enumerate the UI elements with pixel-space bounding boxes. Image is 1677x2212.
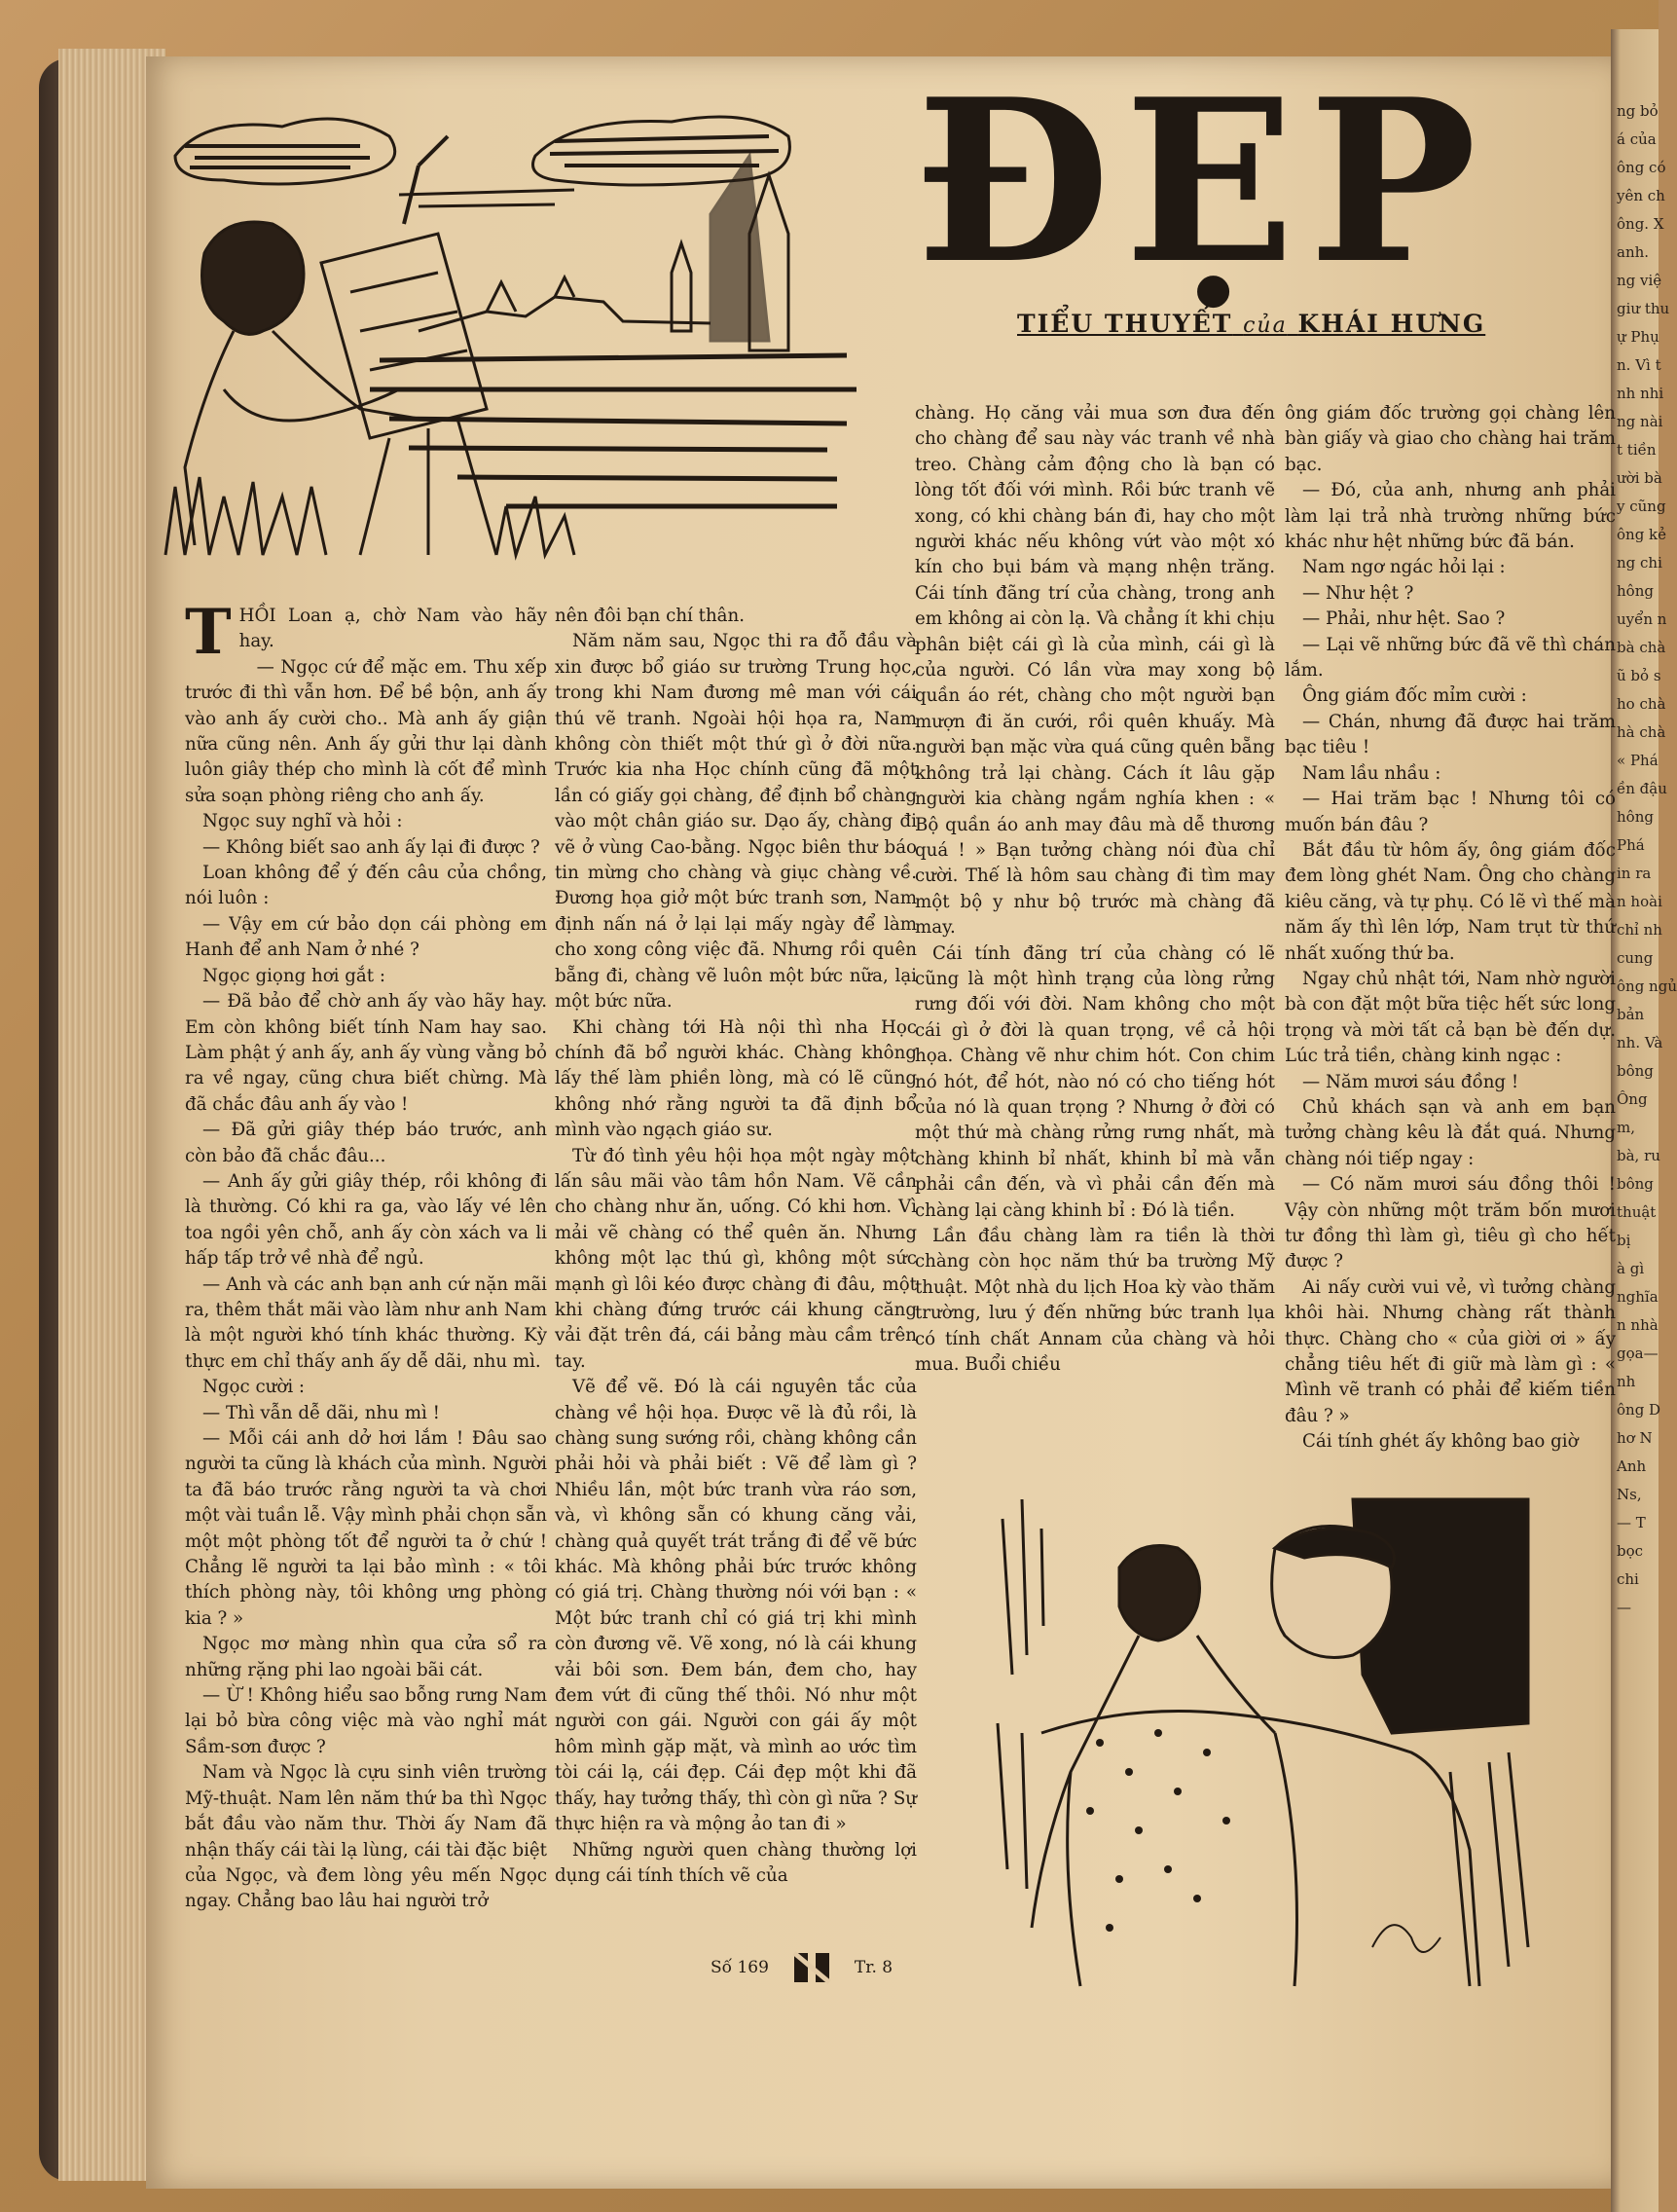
paragraph: — Hai trăm bạc ! Nhưng tôi có muốn bán đâu ? — [1285, 789, 1616, 835]
paragraph: — Ngọc cứ để mặc em. Thu xếp trước đi thì vẫn hơn. Để bề bộn, anh ấy vào anh ấy cười cho.. Mà anh ấy giận nữa cũng nên. Anh ấy gửi thư lại dành luôn giây thép cho mình là cốt để mình sửa soạn phòng riêng cho anh ấy. — [185, 656, 547, 806]
paragraph: Ngọc cười : — [202, 1377, 306, 1398]
paragraph: Vẽ để vẽ. Đó là cái nguyên tắc của chàng về hội họa. Được vẽ là đủ rồi, là chàng sung sướng rồi, chàng không cần phải hỏi và phải biết : Vẽ để làm gì ? Nhiều lần, một bức tranh vừa ráo sơn, và, vì không sẵn có khung căng vải, chàng quả quyết trát trắng đi để vẽ bức khác. Mà không phải bức trước không có giá trị. Chàng thường nói với bạn : « Một bức tranh chỉ có giá trị khi mình còn đương vẽ. Vẽ xong, nó là cái khung vải bôi sơn. Đem bán, đem cho, hay đem vứt đi cũng thế thôi. Nó như một người con gái. Người con gái ấy một hôm mình gặp mặt, và mình ao ước tìm tòi cái lạ, cái đẹp. Cái đẹp một khi đã thấy, hay tưởng thấy, thì còn gì nữa ? Sự thực hiện ra và mộng ảo tan đi » — [555, 1377, 917, 1835]
paragraph: Lần đầu chàng làm ra tiền là thời chàng còn học năm thứ ba trường Mỹ thuật. Một nhà du lịch Hoa kỳ vào thăm trường, lưu ý đến những bức tranh lụa có tính chất Annam của chàng và hỏi mua. Buổi chiều — [915, 1226, 1275, 1376]
paragraph: — Đã bảo để chờ anh ấy vào hãy hay. Em còn không biết tính Nam hay sao. Làm phật ý anh ấy, anh ấy vùng vằng bỏ ra về ngay, cũng chưa biết chừng. Mà đã chắc đâu anh ấy vào ! — [185, 991, 547, 1115]
paragraph: — Ừ ! Không hiểu sao bỗng rưng Nam lại bỏ bừa công việc mà vào nghỉ mát Sầm-sơn được ? — [185, 1685, 547, 1757]
paragraph: — Chán, nhưng đã được hai trăm bạc tiêu ! — [1285, 711, 1616, 758]
drop-cap: T — [185, 596, 232, 669]
story-subtitle — [1017, 310, 1485, 338]
magazine-logo-icon — [790, 1949, 833, 1986]
paragraph: Ngọc suy nghĩ và hỏi : — [202, 811, 403, 832]
paragraph: Bắt đầu từ hôm ấy, ông giám đốc đem lòng ghét Nam. Ông cho chàng kiêu căng, và tự phụ. Có lẽ vì thế mà năm ấy thì lên lớp, Nam trụt từ thứ nhất xuống thứ ba. — [1285, 839, 1616, 964]
author-name: KHÁI HƯNG — [1297, 310, 1486, 338]
paragraph: chàng. Họ căng vải mua sơn đưa đến cho chàng để sau này vác tranh về nhà treo. Chàng cảm động cho là bạn có lòng tốt đối với mình. Rồi bức tranh vẽ xong, có khi chàng bán đi, hay cho một người khác nếu không vứt vào một xó kín cho bụi bám và mạng nhện trăng. Cái tính đãng trí của chàng, trong anh em không ai còn lạ. Và chẳng ít khi chịu phân biệt cái gì là của mình, cái gì là của người. Có lần vừa may xong bộ quần áo rét, chàng cho một người bạn mượn đi ăn cưới, rồi quên khuấy. Mà người bạn mặc vừa quá cũng quên bẵng không trả lại chàng. Cách ít lâu gặp người kia chàng ngắm nghía khen : « Bộ quần áo anh may đâu mà dễ thương quá ! » Bạn tưởng chàng nói đùa chỉ cười. Thế là hôm sau chàng đi tìm may một bộ y như bộ trước mà chàng đã may. — [915, 403, 1275, 939]
paragraph: — Năm mươi sáu đồng ! — [1302, 1071, 1519, 1092]
paragraph: Ông giám đốc mỉm cười : — [1302, 685, 1527, 707]
paragraph: Nam lầu nhầu : — [1302, 762, 1441, 784]
subtitle-prefix: TIỂU THUYẾT — [1017, 310, 1233, 338]
paragraph: — Có năm mươi sáu đồng thôi ! Vậy còn những một trăm bốn mươi tư đồng thì làm gì, tiêu gì cho hết được ? — [1285, 1174, 1616, 1272]
paragraph: Khi chàng tới Hà nội thì nha Học chính đã bổ người khác. Chàng không lấy thế làm phiền lòng, mà có lẽ cũng không nhớ rằng người ta đã định bổ mình vào ngạch giáo sư. — [555, 1016, 917, 1141]
paragraph: Cái tính ghét ấy không bao giờ — [1302, 1431, 1579, 1453]
paragraph: Từ đó tình yêu hội họa một ngày một lấn sâu mãi vào tâm hồn Nam. Vẽ cần cho chàng như ăn, uống. Có khi hơn. Vì mải vẽ chàng có thể quên ăn. Nhưng không một lạc thú gì, không một sức mạnh gì lôi kéo được chàng đi đâu, một khi chàng đứng trước cái khung căng vải đặt trên đá, cái bảng màu cầm trên tay. — [555, 1145, 917, 1372]
issue-number: Số 169 — [711, 1958, 769, 1977]
paragraph: Ngọc mơ màng nhìn qua cửa sổ ra những rặng phi lao ngoài bãi cát. — [185, 1634, 547, 1680]
paragraph: — Thì vẫn dễ dãi, nhu mì ! — [202, 1402, 440, 1423]
paragraph: Ai nấy cười vui vẻ, vì tưởng chàng khôi hài. Nhưng chàng rất thành thực. Chàng cho « của giời ơi » ấy chẳng tiêu hết đi giữ mà làm gì : « Mình vẽ tranh có phải để kiếm tiền đâu ? » — [1285, 1276, 1616, 1426]
page-footer — [711, 1949, 893, 1986]
paragraph: — Vậy em cứ bảo dọn cái phòng em Hanh để anh Nam ở nhé ? — [185, 913, 547, 961]
paragraph: HỒI Loan ạ, chờ Nam vào hãy hay. — [238, 606, 547, 652]
paragraph: ông giám đốc trường gọi chàng lên bàn giấy và giao cho chàng hai trăm bạc. — [1285, 403, 1616, 475]
page-number: Tr. 8 — [854, 1958, 893, 1977]
paragraph: Loan không để ý đến câu của chồng, nói luôn : — [185, 863, 547, 909]
next-page-edge — [1611, 29, 1677, 2212]
paragraph: — Đã gửi giây thép báo trước, anh còn bảo đã chắc đâu... — [185, 1120, 547, 1166]
paragraph: Ngọc giọng hơi gắt : — [202, 965, 385, 986]
painter-illustration — [165, 97, 895, 574]
couple-illustration — [983, 1480, 1538, 1996]
paragraph: Những người quen chàng thường lợi dụng cái tính thích vẽ của — [555, 1839, 917, 1886]
next-page-text: ng bỏ á của ông có yên ch ông. X anh. ng việ giư thu ự Phụ n. Vì t nh nhi ng nài t tiền ười bà y cũng ông kẻ ng chi hông uyển n bà chà ũ bỏ s ho chà hà chà « Phá ền đậu hông Phá in ra n hoài chỉ nh cung ông ngủ bản nh. Và bông Ông m, bà, ru bông thuật bị à gì nghĩa n nhà gọa— nh ông D hơ N Anh Ns, — T bọc chi — — [1617, 102, 1677, 1616]
paragraph: — Lại vẽ những bức đã vẽ thì chán lắm. — [1285, 634, 1616, 682]
paragraph: Nam và Ngọc là cựu sinh viên trường Mỹ-thuật. Nam lên năm thứ ba thì Ngọc bắt đầu vào năm thư. Thời ấy Nam đã nhận thấy cái tài lạ lùng, cái tài đặc biệt của Ngọc, và đem lòng yêu mến Ngọc ngay. Chẳng bao lâu hai người trở — [185, 1762, 547, 1912]
paragraph: — Như hệt ? — [1302, 582, 1414, 604]
story-title: ĐẸP — [915, 51, 1491, 313]
text-column-1 — [185, 596, 547, 1915]
paragraph: — Phải, như hệt. Sao ? — [1302, 608, 1506, 630]
paragraph: nên đôi bạn chí thân. — [555, 606, 746, 626]
paragraph: Ngay chủ nhật tới, Nam nhờ người bà con đặt một bữa tiệc hết sức long trọng và mời tất cả bạn bè đến dự. Lúc trả tiền, chàng kinh ngạc : — [1285, 968, 1616, 1067]
paragraph: — Anh và các anh bạn anh cứ nặn mãi ra, thêm thắt mãi vào làm như anh Nam là một người khó tính khác thường. Kỳ thực em chỉ thấy anh ấy dễ dãi, nhu mì. — [185, 1273, 547, 1372]
paragraph: — Mỗi cái anh dở hơi lắm ! Đâu sao người ta cũng là khách của mình. Người ta đã báo trước rằng người ta và chơi một vài tuần lễ. Vậy mình phải chọn sẵn một một phòng tốt để người ta ở chứ ! Chẳng lẽ người ta lại bảo mình : « tôi thích phòng này, tôi không ưng phòng kia ? » — [185, 1428, 547, 1629]
paragraph: Năm năm sau, Ngọc thi ra đỗ đầu và xin được bổ giáo sư trường Trung học, trong khi Nam đương mê man với cái thú vẽ tranh. Ngoài hội họa ra, Nam không còn thiết một thứ gì ở đời nữa. Trước kia nha Học chính cũng đã một lần có giấy gọi chàng, để định bổ chàng vào một chân giáo sư. Dạo ấy, chàng đi vẽ ở vùng Cao-bằng. Ngọc biên thư báo tin mừng cho chàng và giục chàng về. Đương họa giở một bức tranh sơn, Nam định nấn ná ở lại lại mấy ngày để làm cho xong công việc đã. Nhưng rồi quên bẵng đi, chàng vẽ luôn một bức nữa, lại một bức nữa. — [555, 631, 917, 1013]
subtitle-of: của — [1243, 313, 1288, 338]
paragraph: Nam ngơ ngác hỏi lại : — [1302, 557, 1506, 578]
paragraph: Chủ khách sạn và anh em bạn tưởng chàng kêu là đắt quá. Nhưng chàng nói tiếp ngay : — [1285, 1096, 1616, 1169]
paragraph: — Đó, của anh, nhưng anh phải làm lại trả nhà trường những bức khác như hệt những bức đã bán. — [1285, 480, 1616, 553]
paragraph: — Anh ấy gửi giây thép, rồi không đi là thường. Có khi ra ga, vào lấy vé lên toa ngồi yên chỗ, anh ấy còn xách va li hấp tấp trở về nhà để ngủ. — [185, 1170, 547, 1270]
paragraph: — Không biết sao anh ấy lại đi được ? — [202, 836, 540, 858]
paragraph: Cái tính đãng trí của chàng có lẽ cũng là một hình trạng của lòng rửng rưng đối với đời. Nam không cho một cái gì ở đời là quan trọng, về cả hội họa. Chàng vẽ như chim hót. Con chim nó hót, để hót, nào nó có cho tiếng hót của nó là quan trọng ? Nhưng ở đời có một thứ mà chàng rửng rưng nhất, mà chàng khinh bỉ nhất, khinh bỉ mà vẫn phải cần đến, và vì phải cần đến mà chàng lại càng khinh bỉ : Đó là tiền. — [915, 942, 1275, 1221]
text-column-2 — [555, 604, 917, 1889]
text-column-3 — [915, 401, 1275, 1378]
text-column-4 — [1285, 401, 1616, 1484]
